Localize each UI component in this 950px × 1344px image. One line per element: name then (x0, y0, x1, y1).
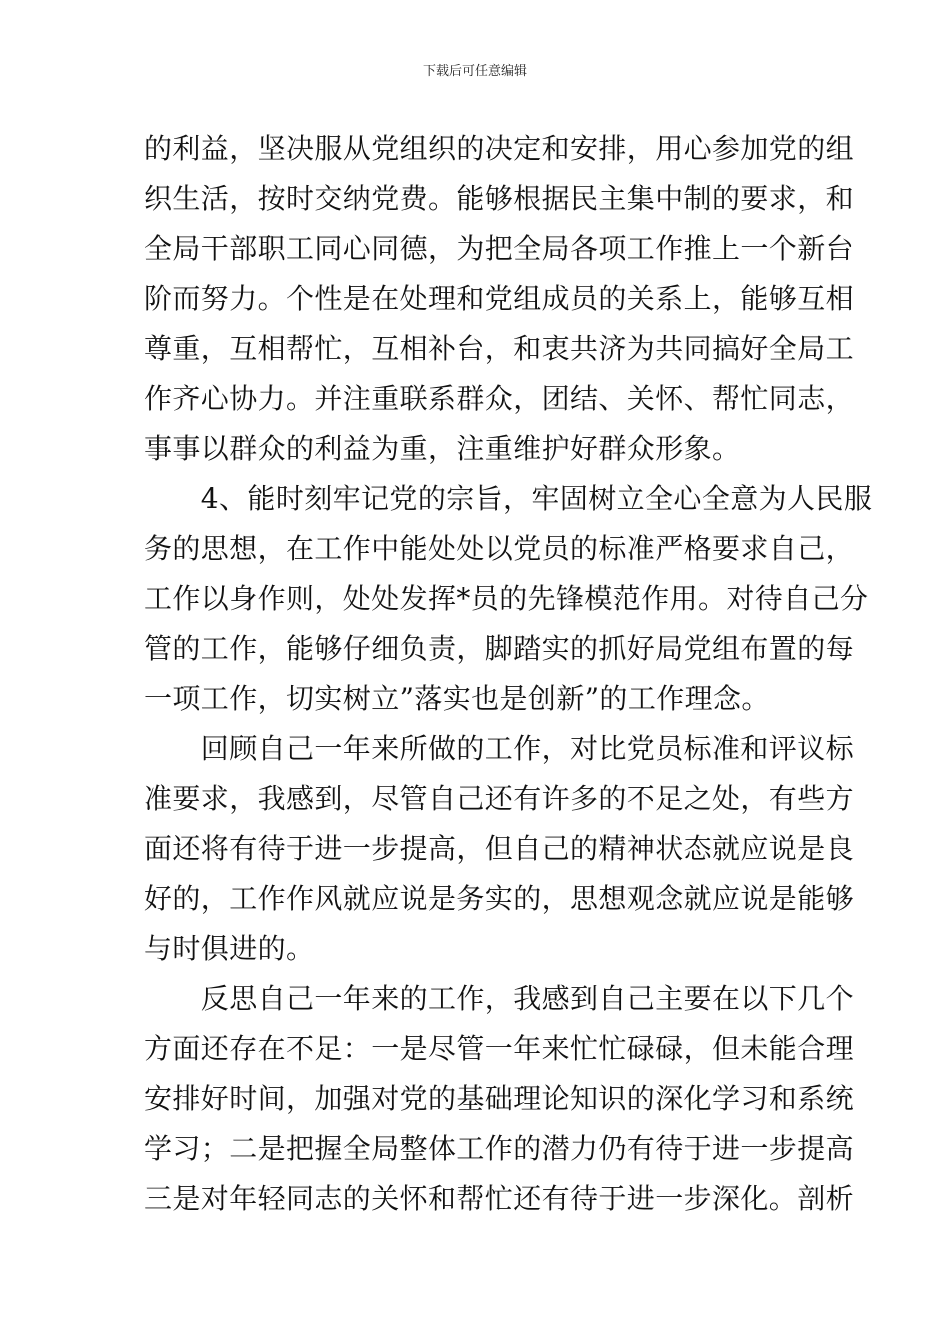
text-line: 的利益，坚决服从党组织的决定和安排，用心参加党的组 (144, 132, 855, 165)
text-line: 面还将有待于进一步提高，但自己的精神状态就应说是良 (144, 832, 855, 865)
text-line: 管的工作，能够仔细负责，脚踏实的抓好局党组布置的每 (144, 632, 855, 665)
paragraph (144, 474, 873, 724)
paragraph (144, 974, 855, 1224)
page-header: 下载后可任意编辑 (422, 64, 527, 79)
text-line: 工作以身作则，处处发挥*员的先锋模范作用。对待自己分 (144, 582, 869, 615)
text-line: 织生活，按时交纳党费。能够根据民主集中制的要求，和 (144, 182, 855, 215)
text-line: 务的思想，在工作中能处处以党员的标准严格要求自己， (144, 532, 855, 565)
text-line: 4、能时刻牢记党的宗旨，牢固树立全心全意为人民服 (144, 482, 873, 515)
text-line: 一项工作，切实树立”落实也是创新”的工作理念。 (144, 682, 770, 715)
text-line: 尊重，互相帮忙，互相补台，和衷共济为共同搞好全局工 (144, 332, 855, 365)
paragraph (144, 724, 855, 974)
document-body (144, 124, 873, 1224)
text-line: 准要求，我感到，尽管自己还有许多的不足之处，有些方 (144, 782, 855, 815)
text-line: 阶而努力。个性是在处理和党组成员的关系上，能够互相 (144, 282, 855, 315)
text-line: 与时俱进的。 (144, 932, 315, 965)
text-line: 学习；二是把握全局整体工作的潜力仍有待于进一步提高 (144, 1132, 855, 1165)
text-line: 事事以群众的利益为重，注重维护好群众形象。 (144, 432, 741, 465)
text-line: 全局干部职工同心同德，为把全局各项工作推上一个新台 (144, 232, 855, 265)
text-line: 回顾自己一年来所做的工作，对比党员标准和评议标 (144, 732, 855, 765)
text-line: 三是对年轻同志的关怀和帮忙还有待于进一步深化。剖析 (144, 1182, 855, 1215)
paragraph (144, 124, 855, 474)
text-line: 方面还存在不足：一是尽管一年来忙忙碌碌，但未能合理 (144, 1032, 855, 1065)
text-line: 安排好时间，加强对党的基础理论知识的深化学习和系统 (144, 1082, 855, 1115)
text-line: 好的，工作作风就应说是务实的，思想观念就应说是能够 (144, 882, 855, 915)
text-line: 作齐心协力。并注重联系群众，团结、关怀、帮忙同志， (144, 382, 855, 415)
text-line: 反思自己一年来的工作，我感到自己主要在以下几个 (144, 982, 855, 1015)
